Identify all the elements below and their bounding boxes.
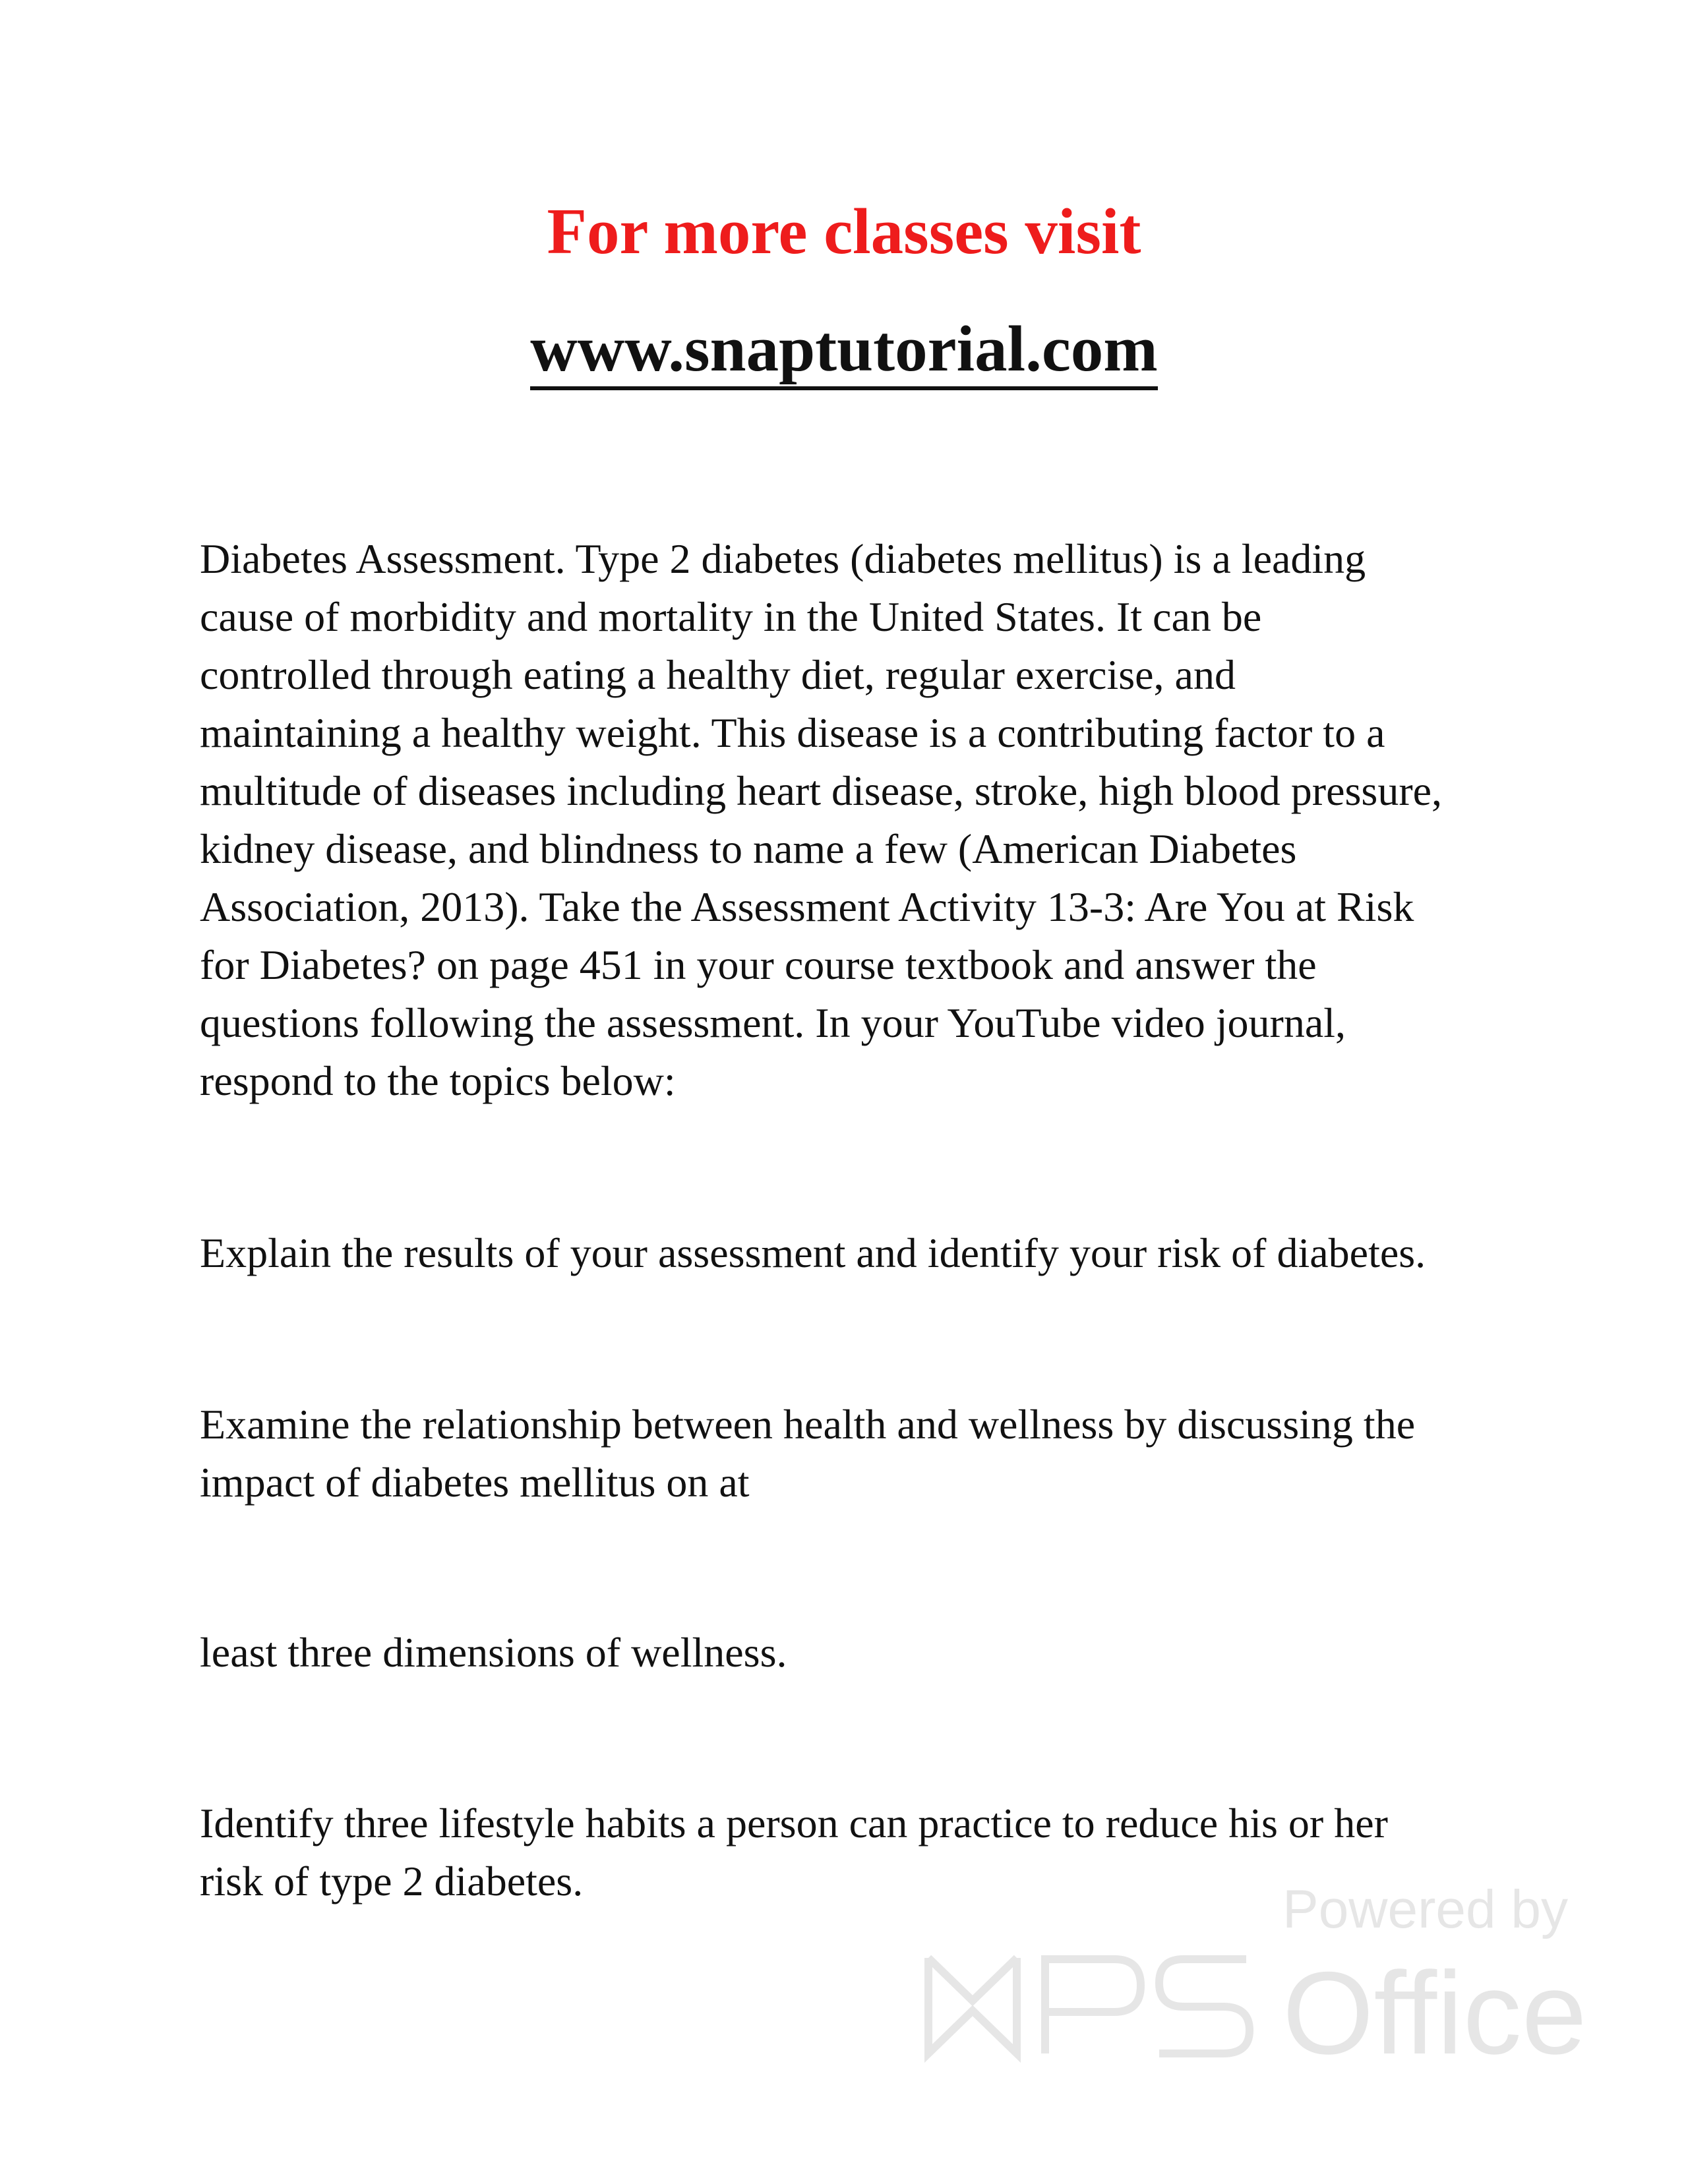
intro-line: controlled through eating a healthy diet, regular exercise, and <box>200 651 1236 698</box>
topic-1-line: Explain the results of your assessment and identify your risk of diabetes. <box>200 1229 1426 1276</box>
intro-line: respond to the topics below: <box>200 1057 676 1104</box>
intro-line: maintaining a healthy weight. This disease is a contributing factor to a <box>200 709 1385 756</box>
topic-2-line: impact of diabetes mellitus on at <box>200 1459 750 1506</box>
site-url-heading[interactable] <box>0 313 1688 385</box>
intro-line: kidney disease, and blindness to name a few (American Diabetes <box>200 825 1297 872</box>
promo-heading: For more classes visit <box>547 196 1141 268</box>
intro-line: cause of morbidity and mortality in the United States. It can be <box>200 593 1262 640</box>
topic-2-continuation <box>200 1624 1545 1682</box>
topic-2-line: Examine the relationship between health and wellness by discussing the <box>200 1401 1416 1448</box>
topic-2-cont-line: least three dimensions of wellness. <box>200 1629 787 1676</box>
intro-line: multitude of diseases including heart disease, stroke, high blood pressure, <box>200 767 1443 814</box>
intro-paragraph <box>200 530 1545 1110</box>
site-url-link[interactable]: www.snaptutorial.com <box>530 313 1158 390</box>
intro-line: Association, 2013). Take the Assessment Activity 13-3: Are You at Risk <box>200 883 1414 930</box>
topic-3-line: risk of type 2 diabetes. <box>200 1858 584 1904</box>
topic-1-paragraph <box>200 1224 1545 1282</box>
wps-office-logo-text: Office <box>1282 1947 1587 2079</box>
wps-office-watermark <box>923 1879 1587 2079</box>
intro-line: questions following the assessment. In your YouTube video journal, <box>200 999 1346 1046</box>
powered-by-text: Powered by <box>1282 1879 1569 1939</box>
intro-line: Diabetes Assessment. Type 2 diabetes (diabetes mellitus) is a leading <box>200 535 1366 582</box>
topic-3-line: Identify three lifestyle habits a person can practice to reduce his or her <box>200 1800 1388 1846</box>
intro-line: for Diabetes? on page 451 in your course textbook and answer the <box>200 941 1317 988</box>
wps-office-logo-icon <box>923 1945 1587 2079</box>
topic-2-paragraph <box>200 1396 1545 1512</box>
